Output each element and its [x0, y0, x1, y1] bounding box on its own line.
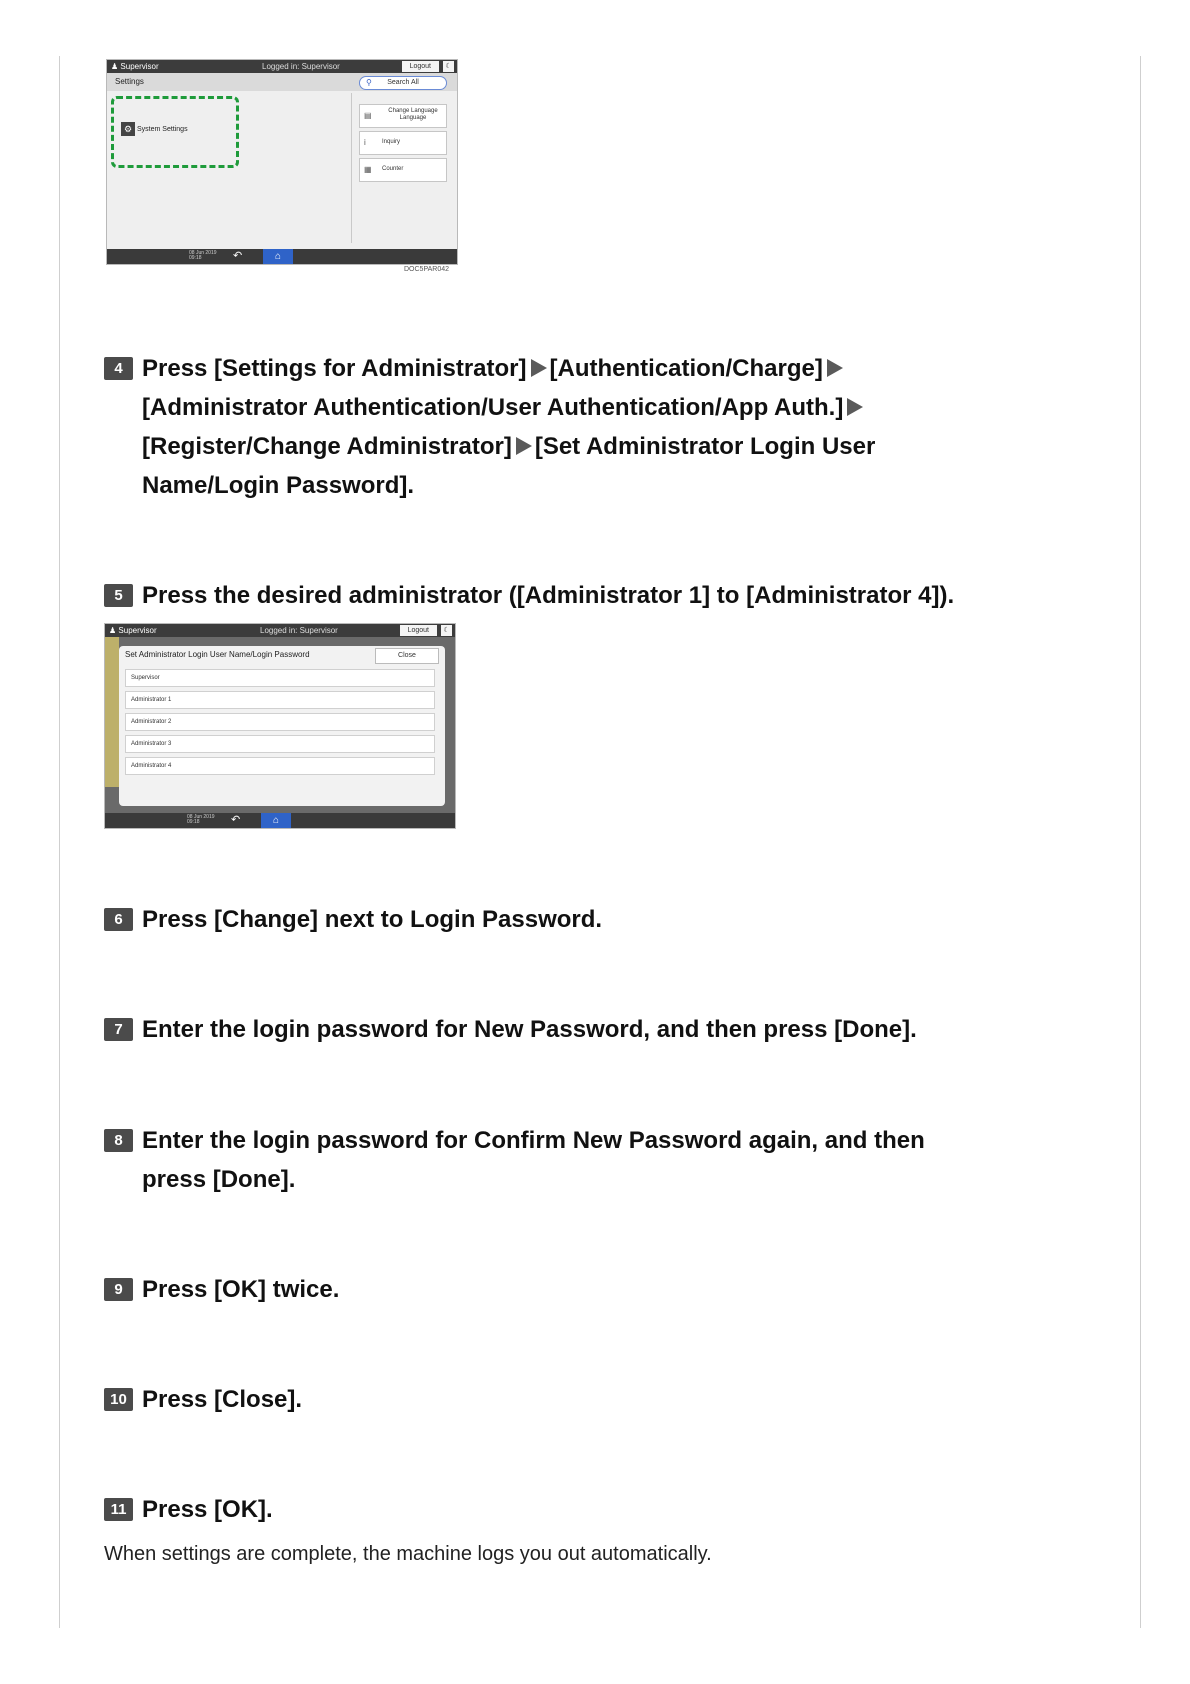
step-text: Press [OK].: [142, 1496, 273, 1523]
user-label: ♟ Supervisor: [111, 62, 159, 71]
settings-screenshot: [106, 59, 458, 265]
step-number-badge: 11: [104, 1498, 133, 1521]
top-bar: [105, 624, 455, 637]
admin-dialog: [119, 646, 445, 806]
moon-icon[interactable]: ☾: [443, 61, 454, 72]
list-item[interactable]: Administrator 1: [125, 691, 435, 709]
step-text: Press the desired administrator ([Administrator 1] to [Administrator 4]).: [142, 582, 955, 609]
settings-title: Settings: [115, 77, 144, 86]
close-button[interactable]: Close: [375, 648, 439, 664]
user-label: ♟ Supervisor: [109, 626, 157, 635]
background-panel: [105, 637, 119, 787]
language-icon: ▤: [364, 111, 372, 120]
change-language-button[interactable]: ▤ Change Language Language: [359, 104, 447, 128]
step-number-badge: 9: [104, 1278, 133, 1301]
dialog-title: Set Administrator Login User Name/Login Password: [125, 650, 310, 659]
arrow-icon: [516, 437, 532, 455]
logged-in-label: Logged in: Supervisor: [262, 62, 340, 71]
counter-icon: ▦: [364, 165, 372, 174]
step-text: Enter the login password for New Password, and then press [Done].: [142, 1016, 917, 1043]
bottom-bar: [107, 249, 457, 264]
step-number-badge: 10: [104, 1388, 133, 1411]
home-icon[interactable]: ⌂: [263, 249, 293, 264]
completion-note: When settings are complete, the machine logs you out automatically.: [104, 1543, 712, 1565]
list-item[interactable]: Administrator 4: [125, 757, 435, 775]
figure-code: DOC5PAR042: [404, 266, 450, 273]
step-text-line: Enter the login password for Confirm New Password again, and then: [142, 1127, 925, 1154]
step-text-line: [Register/Change Administrator] [Set Administrator Login User: [142, 433, 876, 460]
logout-button[interactable]: Logout: [402, 61, 439, 72]
step-number-badge: 7: [104, 1018, 133, 1041]
arrow-icon: [531, 359, 547, 377]
step-number-badge: 4: [104, 357, 133, 380]
inquiry-button[interactable]: i Inquiry: [359, 131, 447, 155]
top-bar: [107, 60, 457, 73]
left-margin-rule: [59, 56, 60, 1628]
gear-icon: ⚙: [121, 122, 135, 136]
step-text: Press [OK] twice.: [142, 1276, 340, 1303]
back-icon[interactable]: ↶: [231, 814, 241, 826]
list-item[interactable]: Administrator 2: [125, 713, 435, 731]
step-text-line: press [Done].: [142, 1166, 296, 1193]
info-icon: i: [364, 138, 366, 147]
logged-in-label: Logged in: Supervisor: [260, 626, 338, 635]
search-all-button[interactable]: ⚲ Search All: [359, 76, 447, 90]
clock: 08 Jun 2019 09:18: [187, 814, 215, 825]
list-item[interactable]: Supervisor: [125, 669, 435, 687]
bottom-bar: [105, 813, 455, 828]
home-icon[interactable]: ⌂: [261, 813, 291, 828]
counter-button[interactable]: ▦ Counter: [359, 158, 447, 182]
search-icon: ⚲: [366, 78, 372, 87]
administrator-list-screenshot: [104, 623, 456, 829]
step-text: Press [Close].: [142, 1386, 303, 1413]
back-icon[interactable]: ↶: [233, 250, 243, 262]
settings-header: [107, 73, 457, 91]
arrow-icon: [827, 359, 843, 377]
step-text-line: [Administrator Authentication/User Authentication/App Auth.]: [142, 388, 866, 427]
divider: [351, 93, 352, 243]
step-text-line: Name/Login Password].: [142, 472, 415, 499]
right-margin-rule: [1140, 56, 1141, 1628]
clock: 08 Jun 2019 09:18: [189, 250, 217, 261]
step-number-badge: 5: [104, 584, 133, 607]
arrow-icon: [847, 398, 863, 416]
step-text-line: Press [Settings for Administrator] [Authentication/Charge]: [142, 349, 846, 388]
step-number-badge: 8: [104, 1129, 133, 1152]
list-item[interactable]: Administrator 3: [125, 735, 435, 753]
step-number-badge: 6: [104, 908, 133, 931]
moon-icon[interactable]: ☾: [441, 625, 452, 636]
step-text: Press [Change] next to Login Password.: [142, 906, 603, 933]
system-settings-button[interactable]: ⚙ System Settings: [121, 122, 188, 136]
logout-button[interactable]: Logout: [400, 625, 437, 636]
